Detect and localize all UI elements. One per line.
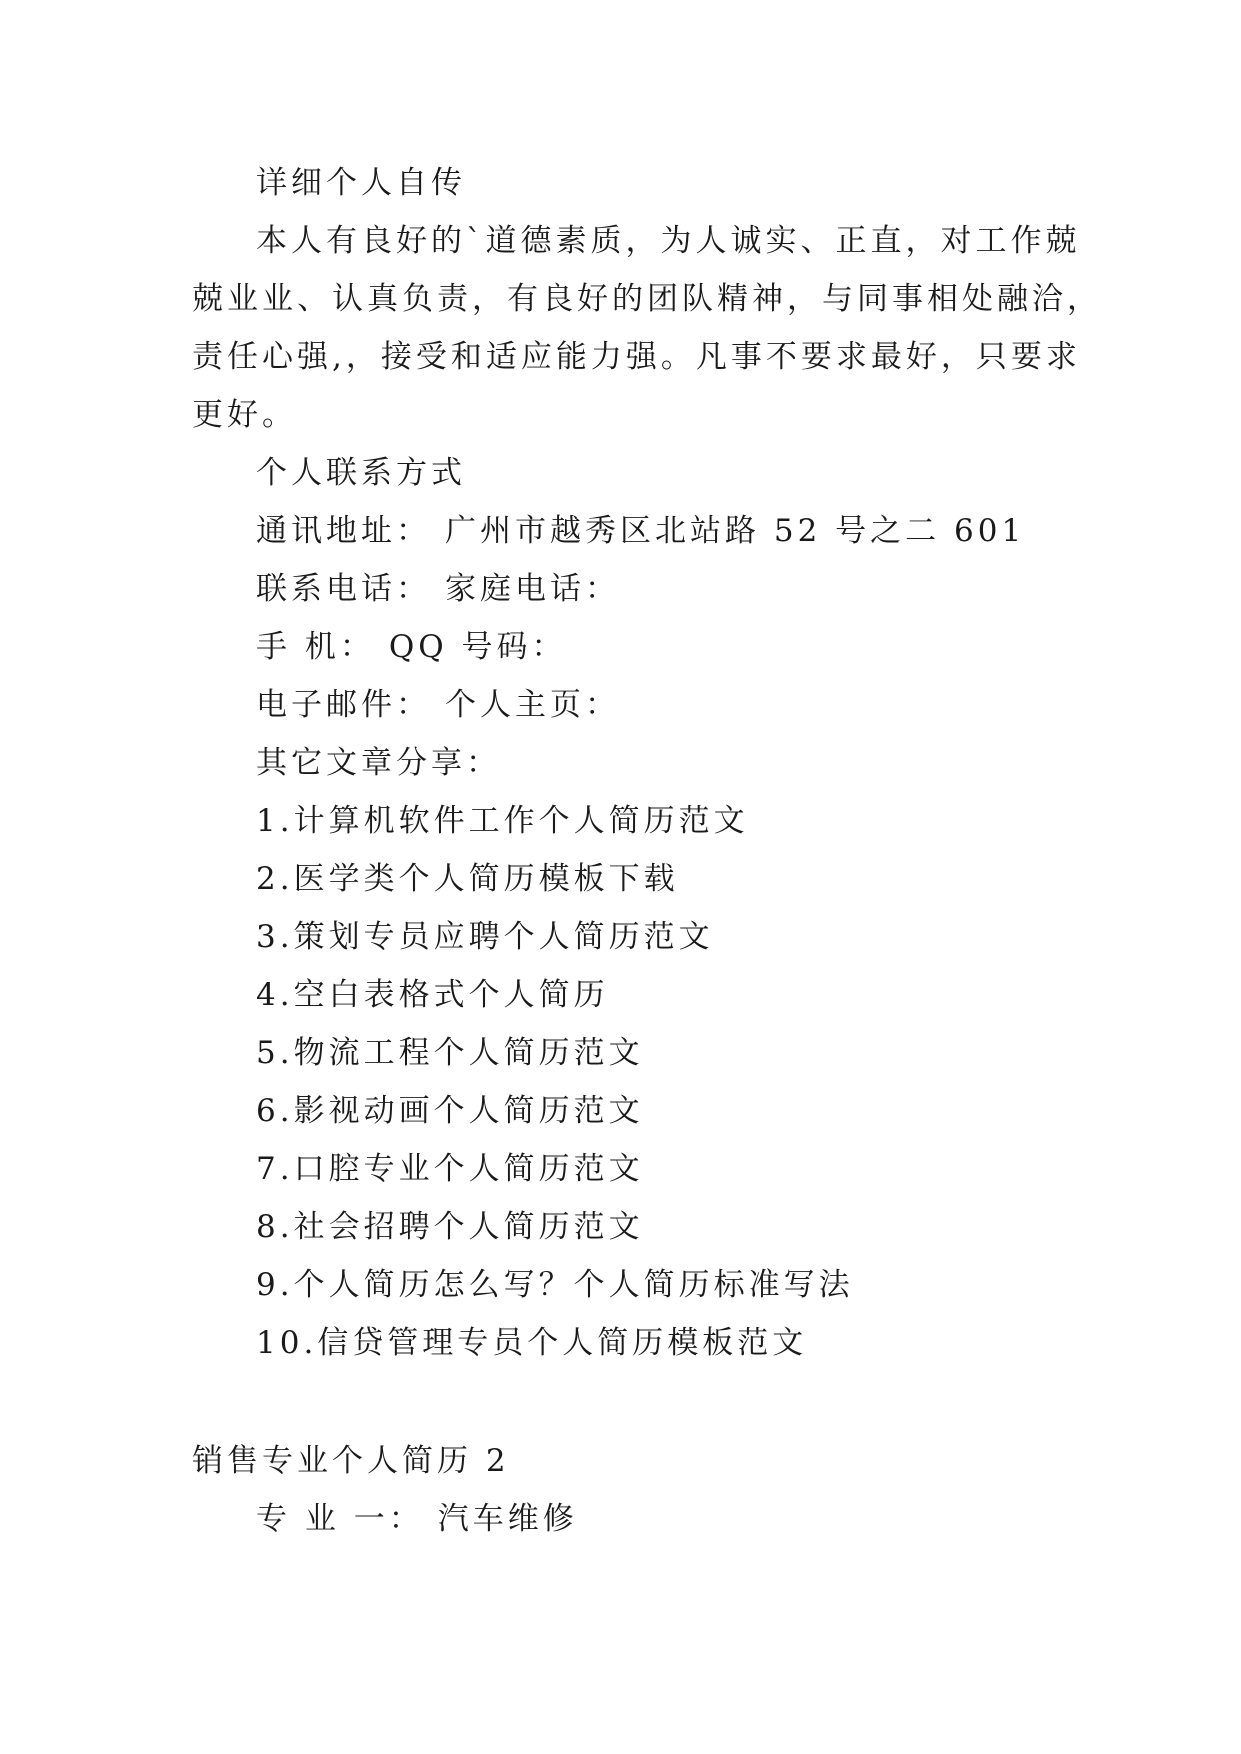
contact-phone-row: [256, 569, 620, 609]
article-link-3[interactable]: 3.策划专员应聘个人简历范文: [256, 919, 714, 955]
article-link-6[interactable]: 6.影视动画个人简历范文: [256, 1093, 644, 1129]
autobiography-line-3: 责任心强,，接受和适应能力强。凡事不要求最好，只要求: [192, 339, 1081, 375]
contact-address-row: [256, 511, 1025, 551]
contact-heading: 个人联系方式: [256, 455, 466, 491]
autobiography-line-2: 兢业业、认真负责，有良好的团队精神，与同事相处融洽，: [192, 281, 1102, 317]
article-link-8[interactable]: 8.社会招聘个人简历范文: [256, 1209, 644, 1245]
phone-label: 联系电话：: [256, 571, 431, 607]
article-link-4[interactable]: 4.空白表格式个人简历: [256, 977, 609, 1013]
contact-email-row: [256, 685, 620, 725]
autobiography-heading: 详细个人自传: [256, 165, 466, 201]
major-label: 专 业 一：: [256, 1501, 424, 1537]
major-value: 汽车维修: [437, 1501, 578, 1537]
article-link-10[interactable]: 10.信贷管理专员个人简历模板范文: [256, 1325, 808, 1361]
address-value: 广州市越秀区北站路 52 号之二 601: [445, 513, 1026, 549]
home-phone-label: 家庭电话：: [445, 571, 620, 607]
mobile-label: 手 机：: [256, 629, 375, 665]
article-link-2[interactable]: 2.医学类个人简历模板下载: [256, 861, 679, 897]
autobiography-line-1: 本人有良好的`道德素质，为人诚实、正直，对工作兢: [256, 223, 1081, 259]
contact-mobile-row: [256, 627, 567, 667]
article-link-7[interactable]: 7.口腔专业个人简历范文: [256, 1151, 644, 1187]
homepage-label: 个人主页：: [445, 687, 620, 723]
major-row: [256, 1499, 578, 1539]
autobiography-line-4: 更好。: [192, 397, 297, 433]
section-title: 销售专业个人简历 2: [192, 1443, 510, 1479]
email-label: 电子邮件：: [256, 687, 431, 723]
address-label: 通讯地址：: [256, 513, 431, 549]
article-link-1[interactable]: 1.计算机软件工作个人简历范文: [256, 803, 749, 839]
qq-label: QQ 号码：: [388, 629, 567, 665]
article-link-9[interactable]: 9.个人简历怎么写？个人简历标准写法: [256, 1267, 854, 1303]
articles-heading: 其它文章分享：: [256, 745, 501, 781]
article-link-5[interactable]: 5.物流工程个人简历范文: [256, 1035, 644, 1071]
